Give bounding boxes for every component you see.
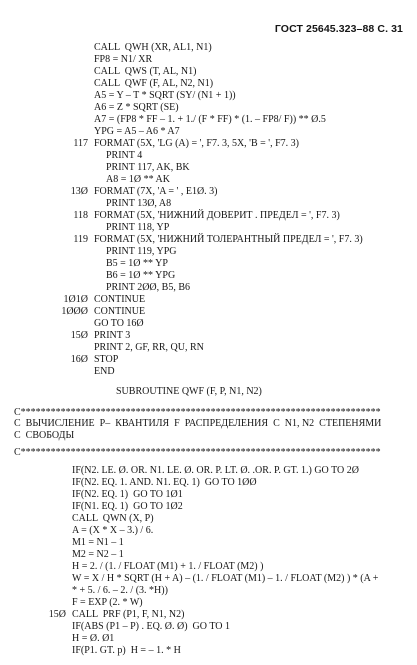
code-line: A7 = (FP8 * FF – 1. + 1./ (F * FF) * (1. – FP8/ F)) ** Ø.5	[94, 114, 326, 125]
comment-line: C************************************************************************	[14, 447, 381, 458]
code-line: CALL QWS (T, AL, N1)	[94, 66, 197, 77]
code-line: CONTINUE	[94, 306, 146, 317]
statement-label: 1ØØØ	[61, 306, 88, 317]
statement-label: 13Ø	[70, 186, 88, 197]
code-line: PRINT 3	[94, 330, 131, 341]
code-line: FORMAT (5X, 'НИЖНИЙ ТОЛЕРАНТНЫЙ ПРЕДЕЛ = ', F7. 3)	[94, 234, 363, 245]
code-line: M2 = N2 – 1	[72, 549, 124, 560]
comment-line: C************************************************************************	[14, 407, 381, 418]
statement-label: 119	[73, 234, 88, 245]
code-line: CALL PRF (P1, F, N1, N2)	[72, 609, 185, 620]
code-line: * + 5. / 6. – 2. / (3. *H))	[72, 585, 168, 596]
code-line: FORMAT (5X, 'LG (A) = ', F7. 3, 5X, 'B = ', F7. 3)	[94, 138, 299, 149]
code-line: PRINT 4	[106, 150, 143, 161]
code-line: M1 = N1 – 1	[72, 537, 124, 548]
statement-label: 118	[73, 210, 88, 221]
code-line: IF(P1. GT. p) H = – 1. * H	[72, 645, 181, 656]
code-line: PRINT 2, GF, RR, QU, RN	[94, 342, 204, 353]
code-line: GO TO 16Ø	[94, 318, 144, 329]
code-line: H = 2. / (1. / FLOAT (M1) + 1. / FLOAT (M2) )	[72, 561, 264, 572]
code-line: SUBROUTINE QWF (F, P, N1, N2)	[116, 386, 262, 397]
code-line: PRINT 2ØØ, B5, B6	[106, 282, 190, 293]
code-line: PRINT 13Ø, A8	[106, 198, 172, 209]
code-line: A6 = Z * SQRT (SE)	[94, 102, 179, 113]
code-line: F = EXP (2. * W)	[72, 597, 143, 608]
code-line: FP8 = N1/ XR	[94, 54, 153, 65]
comment-line: C ВЫЧИСЛЕНИЕ P– КВАНТИЛЯ F РАСПРЕДЕЛЕНИЯ С N1, N2 СТЕПЕНЯМИ	[14, 418, 382, 429]
code-line: A5 = Y – T * SQRT (SY/ (N1 + 1))	[94, 90, 236, 101]
code-line: PRINT 117, AK, BK	[106, 162, 190, 173]
code-line: CALL QWN (X, P)	[72, 513, 154, 524]
code-line: STOP	[94, 354, 119, 365]
code-line: A8 = 1Ø ** AK	[106, 174, 170, 185]
code-line: B6 = 1Ø ** YPG	[106, 270, 176, 281]
code-line: W = X / H * SQRT (H + A) – (1. / FLOAT (M1) – 1. / FLOAT (M2) ) * (A +	[72, 573, 379, 584]
page-header: ГОСТ 25645.323–88 С. 31	[274, 23, 403, 35]
code-line: FORMAT (5X, 'НИЖНИЙ ДОВЕРИТ . ПРЕДЕЛ = ', F7. 3)	[94, 210, 340, 221]
code-line: CALL QWF (F, AL, N2, N1)	[94, 78, 214, 89]
statement-label: 16Ø	[70, 354, 88, 365]
code-line: IF(ABS (P1 – P) . EQ. Ø. Ø) GO TO 1	[72, 621, 230, 632]
code-line: IF(N1. EQ. 1) GO TO 1Ø2	[72, 501, 183, 512]
code-line: YPG = A5 – A6 * A7	[94, 126, 180, 137]
code-line: IF(N2. EQ. 1) GO TO 1Ø1	[72, 489, 183, 500]
statement-label: 1Ø1Ø	[63, 294, 88, 305]
code-line: PRINT 119, YPG	[106, 246, 177, 257]
comment-line: C СВОБОДЫ	[14, 430, 75, 441]
code-line: PRINT 118, YP	[106, 222, 170, 233]
statement-label: 117	[73, 138, 88, 149]
code-line: B5 = 1Ø ** YP	[106, 258, 168, 269]
code-line: H = Ø. Ø1	[72, 633, 115, 644]
statement-label: 15Ø	[48, 609, 66, 620]
code-line: IF(N2. LE. Ø. OR. N1. LE. Ø. OR. P. LT. Ø. .OR. P. GT. 1.) GO TO 2Ø	[72, 465, 359, 476]
code-line: CONTINUE	[94, 294, 146, 305]
code-line: END	[94, 366, 115, 377]
code-line: IF(N2. EQ. 1. AND. N1. EQ. 1) GO TO 1ØØ	[72, 477, 257, 488]
code-line: A = (X * X – 3.) / 6.	[72, 525, 154, 536]
code-line: FORMAT (7X, 'A = ' , E1Ø. 3)	[94, 186, 218, 197]
statement-label: 15Ø	[70, 330, 88, 341]
code-line: CALL QWH (XR, AL1, N1)	[94, 42, 212, 53]
